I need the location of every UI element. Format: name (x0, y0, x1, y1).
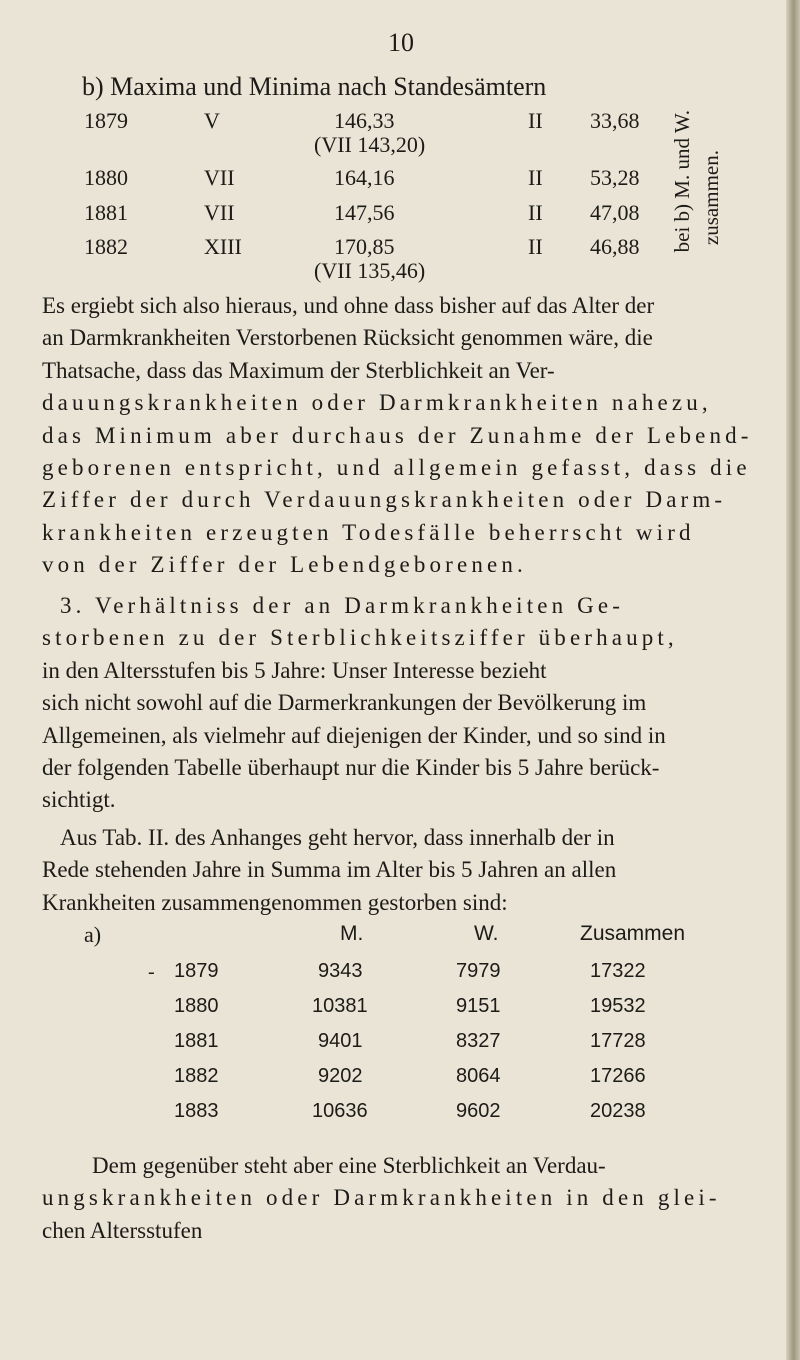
text-line: Dem gegenüber steht aber eine Sterblichkeit an Verdau- (92, 1153, 606, 1178)
text-line: ungskrankheiten oder Darmkrankheiten in den glei- (42, 1185, 721, 1211)
section-b-value-max: 147,56 (334, 200, 395, 225)
text-line: von der Ziffer der Lebendgeborenen. (42, 552, 527, 578)
text-line: krankheiten erzeugten Todesfälle beherrscht wird (42, 519, 695, 545)
section-b-year: 1880 (84, 165, 128, 190)
section-b-value-max: 164,16 (334, 165, 395, 190)
section-b-district-min: II (528, 165, 543, 190)
paragraph-appendix (42, 822, 762, 919)
section-b-note: (VII 143,20) (314, 132, 426, 157)
table-cell-year: 1881 (174, 1030, 219, 1052)
text-line: Allgemeinen, als vielmehr auf diejenigen der Kinder, und so sind in (42, 722, 666, 748)
text-line: storbenen zu der Sterblichkeitsziffer überhaupt, (42, 625, 678, 651)
table-cell-w: 8064 (456, 1065, 501, 1087)
section-b-year: 1881 (84, 200, 128, 225)
table-cell-year: 1882 (174, 1065, 219, 1087)
section-b-district-max: XIII (204, 234, 242, 259)
table-cell-m: 9343 (318, 960, 363, 982)
section-heading-line: 3. Verhältniss der an Darmkrankheiten Ge- (60, 593, 625, 618)
text-line: an Darmkrankheiten Verstorbenen Rücksicht genommen wäre, die (42, 325, 653, 351)
text-line: in den Altersstufen bis 5 Jahre: Unser Interesse bezieht (42, 657, 547, 683)
text-line: Thatsache, dass das Maximum der Sterblichkeit an Ver- (42, 357, 555, 383)
table-cell-w: 7979 (456, 960, 501, 982)
table-a-header-m: M. (340, 922, 364, 945)
section-b-value-min: 53,28 (590, 165, 640, 190)
text-line: Es ergiebt sich also hieraus, und ohne dass bisher auf das Alter der (42, 293, 655, 318)
table-cell-total: 20238 (590, 1100, 646, 1122)
text-line: das Minimum aber durchaus der Zunahme der Lebend- (42, 422, 753, 448)
table-cell-year: 1883 (174, 1100, 219, 1122)
text-line: Rede stehenden Jahre in Summa im Alter bis 5 Jahren an allen (42, 857, 617, 883)
section-b-district-max: VII (204, 165, 235, 190)
text-line: Aus Tab. II. des Anhanges geht hervor, dass innerhalb der in (60, 825, 615, 850)
table-cell-m: 10636 (312, 1100, 368, 1122)
paragraph-contrast (42, 1150, 762, 1247)
table-cell-year: 1879 (174, 960, 219, 982)
side-note-together: zusammen. (699, 150, 723, 246)
paragraph-section-3 (42, 590, 762, 817)
section-b-district-min: II (528, 200, 543, 225)
table-a-header-w: W. (474, 922, 499, 945)
section-b-district-max: VII (204, 200, 235, 225)
table-cell-m: 10381 (312, 995, 368, 1017)
table-cell-total: 19532 (590, 995, 646, 1017)
text-line: chen Altersstufen (42, 1217, 203, 1243)
section-b-year: 1879 (84, 108, 128, 133)
section-b-district-min: II (528, 234, 543, 259)
section-b-district-max: V (204, 108, 220, 133)
section-b-note: (VII 135,46) (314, 258, 426, 283)
paragraph-conclusion (42, 290, 762, 582)
table-cell-total: 17266 (590, 1065, 646, 1087)
text-line: Krankheiten zusammengenommen gestorben sind: (42, 889, 508, 915)
section-b-value-min: 47,08 (590, 200, 640, 225)
text-line: sichtigt. (42, 787, 116, 813)
section-b-heading: b) Maxima und Minima nach Standesämtern (82, 72, 547, 101)
text-line: sich nicht sowohl auf die Darmerkrankungen der Bevölkerung im (42, 690, 647, 716)
table-cell-w: 9602 (456, 1100, 501, 1122)
table-cell-m: 9401 (318, 1030, 363, 1052)
section-b-district-min: II (528, 108, 543, 133)
text-line: der folgenden Tabelle überhaupt nur die Kinder bis 5 Jahre berück- (42, 755, 660, 781)
page-number: 10 (388, 28, 414, 57)
section-b-value-min: 33,68 (590, 108, 640, 133)
text-line: dauungskrankheiten oder Darmkrankheiten nahezu, (42, 390, 712, 416)
table-cell-w: 8327 (456, 1030, 501, 1052)
section-b-value-max: 170,85 (334, 234, 395, 259)
side-note-gender: bei b) M. und W. (670, 110, 694, 253)
table-cell-total: 17728 (590, 1030, 646, 1052)
page-edge (786, 0, 800, 1360)
table-a-header-total: Zusammen (580, 922, 686, 945)
text-line: geborenen entspricht, und allgemein gefasst, dass die (42, 455, 751, 481)
table-cell-year: 1880 (174, 995, 219, 1017)
table-cell-m: 9202 (318, 1065, 363, 1087)
table-a-label: a) (84, 922, 102, 947)
text-line: Ziffer der durch Verdauungskrankheiten oder Darm- (42, 487, 727, 513)
table-cell-w: 9151 (456, 995, 501, 1017)
section-b-value-max: 146,33 (334, 108, 395, 133)
section-b-value-min: 46,88 (590, 234, 640, 259)
section-b-year: 1882 (84, 234, 128, 259)
table-cell-total: 17322 (590, 960, 646, 982)
